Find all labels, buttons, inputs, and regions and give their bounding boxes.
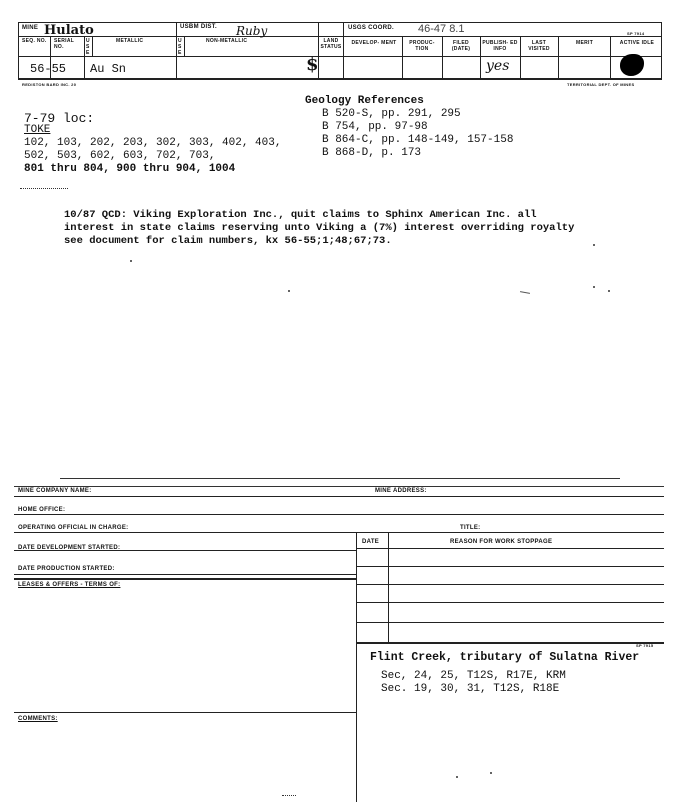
scan-speck [593, 286, 595, 288]
mine-label: MINE [22, 25, 39, 31]
loc-toke: TOKE [24, 124, 51, 136]
land-status-label: LAND STATUS [320, 38, 342, 50]
active-mark-icon [620, 54, 644, 76]
form-number-top: SP 7914 [627, 31, 645, 36]
coord-label: USGS COORD. [348, 25, 394, 31]
filed-label: FILED (DATE) [451, 40, 471, 52]
published-value: yes [486, 58, 510, 74]
note-line-2: interest in state claims reserving unto Viking a (7%) interest overriding royalty [64, 222, 575, 234]
location-line-3: Sec. 19, 30, 31, T12S, R18E [381, 683, 560, 695]
loc-line-2: 502, 503, 602, 603, 702, 703, [24, 150, 216, 162]
date-label: DATE [362, 539, 380, 545]
scan-speck [593, 244, 595, 246]
home-office-label: HOME OFFICE: [18, 507, 66, 513]
published-label: PUBLISH- ED INFO [482, 40, 518, 52]
scan-mark [282, 795, 296, 796]
note-line-3: see document for claim numbers, kx 56-55;1;48;67;73. [64, 235, 392, 247]
active-idle-label: ACTIVE IDLE [619, 40, 655, 46]
scan-speck [288, 290, 290, 292]
production-label: PRODUC- TION [409, 40, 435, 52]
mine-address-label: MINE ADDRESS: [375, 488, 427, 494]
location-line-2: Sec, 24, 25, T12S, R17E, KRM [381, 670, 566, 682]
loc-heading: 7-79 loc: [24, 111, 95, 126]
mine-name: Hulato [44, 23, 94, 38]
operating-official-label: OPERATING OFFICIAL IN CHARGE: [18, 525, 129, 531]
scan-mark [520, 291, 530, 294]
scan-speck [456, 776, 458, 778]
coord-value: 46-47 8.1 [418, 23, 465, 35]
separator-dots [20, 188, 68, 189]
loc-line-3: 801 thru 804, 900 thru 904, 1004 [24, 163, 236, 175]
geology-ref-4: B 868-D, p. 173 [322, 147, 422, 159]
district-value: Ruby [236, 24, 268, 38]
form-number-bottom: SP 7915 [636, 643, 654, 648]
metallic-label: METALLIC [116, 38, 144, 44]
scan-speck [608, 290, 610, 292]
title-label: TITLE: [460, 525, 481, 531]
production-started-label: DATE PRODUCTION STARTED: [18, 566, 115, 572]
serial-label: SERIAL NO. [54, 38, 75, 50]
district-label: USBM DIST. [180, 24, 218, 30]
comments-label: COMMENTS: [18, 716, 58, 722]
use-label: U S E [86, 38, 90, 56]
printer-credit: REDISTON BARD INC. 20 [22, 82, 77, 87]
use2-label: U S E [178, 38, 182, 56]
seq-label: SEQ. NO. [22, 38, 47, 44]
visited-label: LAST VISITED [528, 40, 550, 52]
scan-speck [130, 260, 132, 262]
geology-ref-3: B 864-C, pp. 148-149, 157-158 [322, 134, 514, 146]
loc-line-1: 102, 103, 202, 203, 302, 303, 402, 403, [24, 137, 282, 149]
merit-label: MERIT [576, 40, 594, 46]
location-line-1: Flint Creek, tributary of Sulatna River [370, 651, 640, 664]
geology-heading: Geology References [305, 95, 424, 107]
leases-label: LEASES & OFFERS - TERMS OF: [18, 582, 121, 588]
dept-credit: TERRITORIAL DEPT. OF MINES [567, 82, 635, 87]
land-status-mark: $ [306, 54, 319, 75]
note-line-1: 10/87 QCD: Viking Exploration Inc., quit claims to Sphinx American Inc. all [64, 209, 537, 221]
scan-speck [490, 772, 492, 774]
geology-ref-2: B 754, pp. 97-98 [322, 121, 428, 133]
develop-label: DEVELOP- MENT [351, 40, 397, 46]
company-name-label: MINE COMPANY NAME: [18, 488, 92, 494]
serial-value: 56-55 [30, 62, 67, 76]
development-started-label: DATE DEVELOPMENT STARTED: [18, 545, 121, 551]
nonmetallic-label: NON-METALLIC [206, 38, 248, 44]
geology-ref-1: B 520-S, pp. 291, 295 [322, 108, 461, 120]
work-stoppage-label: REASON FOR WORK STOPPAGE [450, 539, 553, 545]
metallic-value: Au Sn [90, 62, 127, 76]
